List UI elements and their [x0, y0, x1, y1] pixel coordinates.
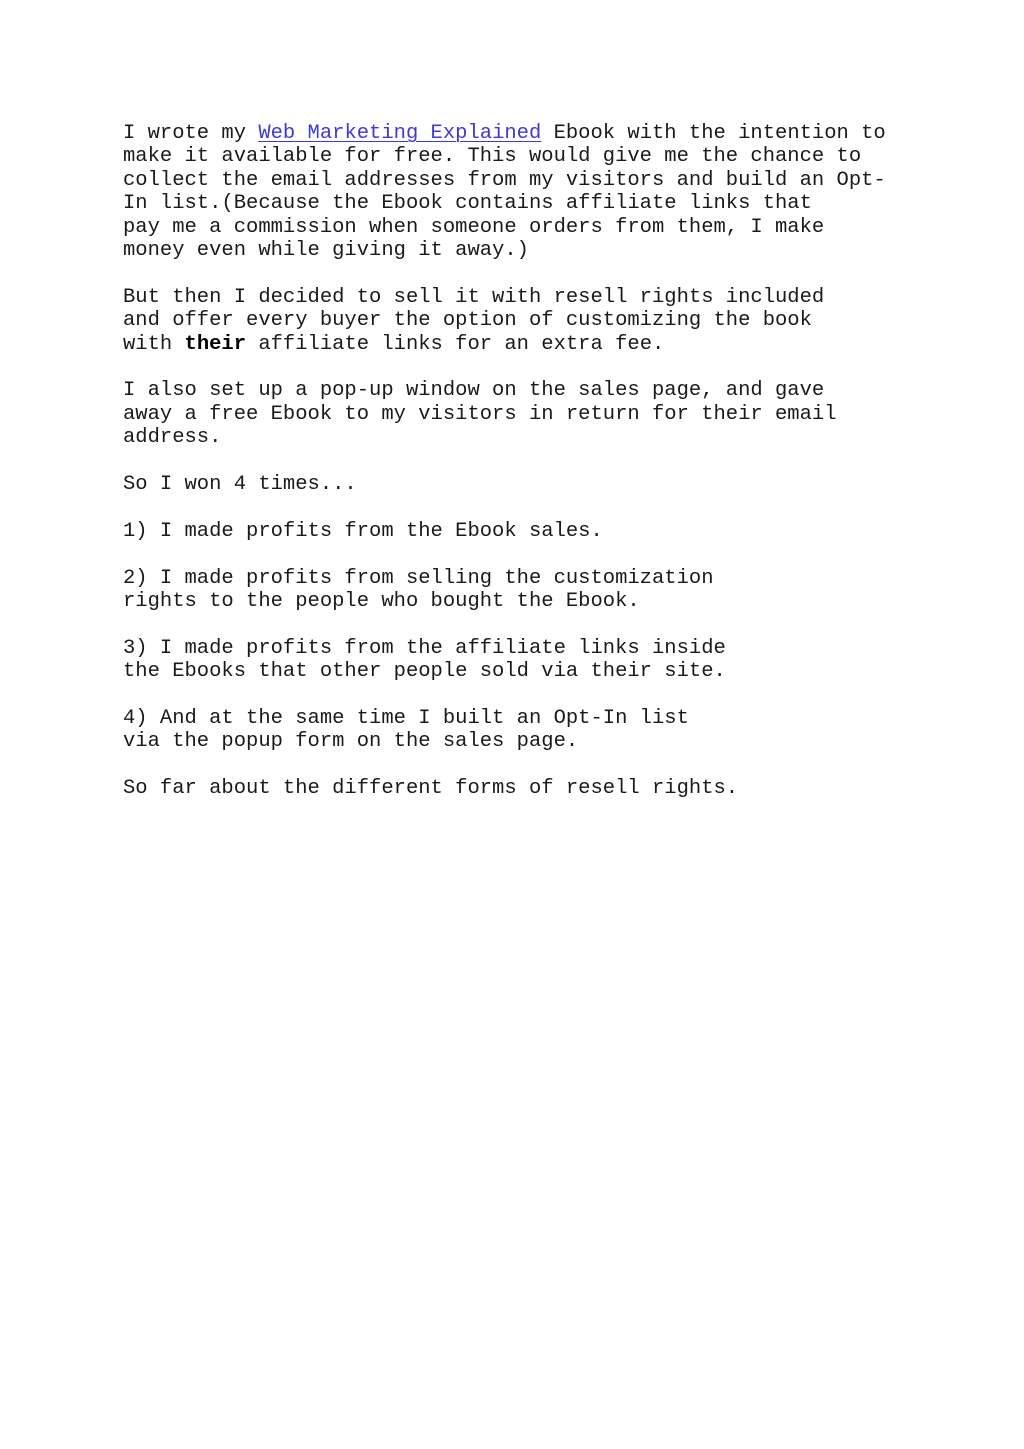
resell-text-start: But then I decided to sell it with resell rights included and offer every buyer the option of customizing the book with [123, 285, 825, 356]
paragraph-popup: I also set up a pop-up window on the sales page, and gave away a free Ebook to my visitors in return for their email address. [123, 379, 837, 450]
document-body [123, 122, 923, 824]
paragraph-won: So I won 4 times... [123, 473, 357, 497]
intro-text-start: I wrote my [123, 122, 259, 145]
paragraph-intro [123, 122, 923, 262]
paragraph-resell [123, 286, 923, 356]
list-item-3: 3) I made profits from the affiliate links inside the Ebooks that other people sold via their site. [123, 636, 726, 684]
resell-text-rest: affiliate links for an extra fee. [246, 332, 665, 356]
emphasis-their: their [184, 332, 247, 356]
list-item-2: 2) I made profits from selling the customization rights to the people who bought the Ebook. [123, 566, 714, 614]
web-marketing-explained-link[interactable]: Web Marketing Explained [258, 122, 542, 145]
list-item-4: 4) And at the same time I built an Opt-In list via the popup form on the sales page. [123, 707, 689, 754]
paragraph-closing: So far about the different forms of resell rights. [123, 777, 739, 801]
intro-text-rest: Ebook with the intention to make it available for free. This would give me the chance to collect the email addresses from my visitors and build an Opt- In list.(Because the Ebook contains affiliate links that pay me a commission when someone orders from them, I make money even while giving it away.) [123, 122, 886, 263]
list-item-1: 1) I made profits from the Ebook sales. [123, 519, 603, 543]
